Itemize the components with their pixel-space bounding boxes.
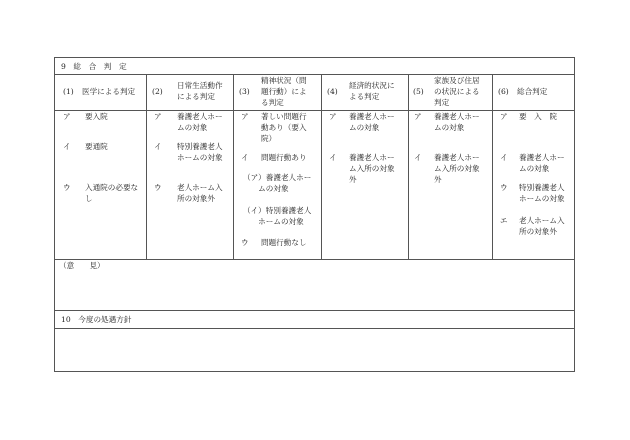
col2-item-a-line2: ムの対象: [177, 123, 208, 132]
col1-item-i: 要通院: [85, 142, 108, 151]
col-divider-1: [146, 74, 147, 259]
col2-item-i-mark: イ: [154, 142, 162, 151]
col1-num: (1): [63, 87, 74, 96]
section9-title: 9 総 合 判 定: [61, 62, 127, 71]
col5-item-a-line1: 養護老人ホー: [434, 112, 480, 121]
col2-item-a-mark: ア: [154, 112, 162, 121]
col1-item-u-line1: 入通院の必要な: [85, 183, 139, 192]
col3-item-a-line2: 動あり（要入: [261, 123, 307, 132]
col1-item-i-mark: イ: [63, 142, 71, 151]
col2-item-u-line1: 老人ホーム入: [177, 183, 223, 192]
col4-header-line1: 経済的状況に: [349, 81, 395, 90]
col5-item-a-line2: ムの対象: [434, 123, 465, 132]
col6-item-u-line1: 特別養護老人: [519, 183, 565, 192]
col1-item-a-mark: ア: [63, 112, 71, 121]
col5-header-line3: 判定: [434, 98, 450, 107]
col4-item-i-line1: 養護老人ホー: [349, 153, 395, 162]
col3-num: (3): [239, 87, 250, 96]
col3-subitem-a-line1: （ア）養護老人ホー: [243, 173, 312, 182]
col5-item-i-line3: 外: [434, 175, 442, 184]
col1-item-u-mark: ウ: [63, 183, 71, 192]
treatment-policy-field[interactable]: [59, 332, 569, 370]
col6-header: 総合判定: [517, 87, 548, 96]
col2-header-line1: 日常生活動作: [177, 81, 223, 90]
col1-header: 医学による判定: [82, 87, 136, 96]
col3-item-a-line1: 著しい問題行: [261, 112, 307, 121]
assessment-form: [54, 57, 575, 372]
col3-item-a-mark: ア: [241, 112, 249, 121]
col-divider-2: [233, 74, 234, 259]
col6-item-i-mark: イ: [500, 153, 508, 162]
col3-item-u-mark: ウ: [241, 238, 249, 247]
col5-header-line1: 家族及び住居: [434, 76, 480, 85]
col3-item-u: 問題行動なし: [261, 238, 307, 247]
rule-below-header: [55, 110, 574, 111]
col3-subitem-i-line2: ホームの対象: [243, 217, 304, 226]
col3-item-a-line3: 院）: [261, 134, 277, 143]
col4-item-a-line1: 養護老人ホー: [349, 112, 395, 121]
col6-item-e-mark: エ: [500, 216, 508, 225]
col6-item-u-line2: ホームの対象: [519, 194, 565, 203]
col4-item-i-line2: ム入所の対象: [349, 164, 395, 173]
col5-item-a-mark: ア: [414, 112, 422, 121]
col3-header-line1: 精神状況（問: [261, 76, 307, 85]
col1-item-a: 要入院: [85, 112, 108, 121]
col5-num: (5): [413, 87, 424, 96]
col4-header-line2: よる判定: [349, 92, 380, 101]
col2-item-i-line2: ホームの対象: [177, 153, 223, 162]
col3-subitem-a-line2: ムの対象: [243, 184, 289, 193]
col6-item-u-mark: ウ: [500, 183, 508, 192]
opinion-label: （意 見）: [59, 261, 105, 270]
col2-item-u-line2: 所の対象外: [177, 194, 215, 203]
col3-header-line2: 題行動）によ: [261, 87, 307, 96]
col-divider-5: [492, 74, 493, 259]
col6-item-a: 要 入 院: [519, 112, 557, 121]
col2-item-i-line1: 特別養護老人: [177, 142, 223, 151]
col3-header-line3: る判定: [261, 98, 284, 107]
col4-item-a-mark: ア: [329, 112, 337, 121]
col6-item-i-line2: ムの対象: [519, 164, 550, 173]
col3-item-i: 問題行動あり: [261, 153, 307, 162]
col3-subitem-i-line1: （イ）特別養護老人: [243, 206, 312, 215]
col6-item-a-mark: ア: [500, 112, 508, 121]
col4-item-i-mark: イ: [329, 153, 337, 162]
col6-item-e-line2: 所の対象外: [519, 227, 557, 236]
col6-item-i-line1: 養護老人ホー: [519, 153, 565, 162]
col3-item-i-mark: イ: [241, 153, 249, 162]
section10-title: 10 今度の処遇方針: [61, 315, 132, 324]
col2-header-line2: による判定: [177, 92, 215, 101]
opinion-field[interactable]: [59, 274, 569, 308]
col6-item-e-line1: 老人ホーム入: [519, 216, 565, 225]
col5-item-i-line2: ム入所の対象: [434, 164, 480, 173]
col5-header-line2: の状況による: [434, 87, 480, 96]
col1-item-u-line2: し: [85, 194, 93, 203]
col4-num: (4): [327, 87, 338, 96]
rule-below-title: [55, 74, 574, 75]
col2-item-a-line1: 養護老人ホー: [177, 112, 223, 121]
col5-item-i-line1: 養護老人ホー: [434, 153, 480, 162]
col2-num: (2): [152, 87, 163, 96]
col4-item-a-line2: ムの対象: [349, 123, 380, 132]
col6-num: (6): [498, 87, 509, 96]
rule-section10-top: [55, 310, 574, 311]
col2-item-u-mark: ウ: [154, 183, 162, 192]
col-divider-3: [321, 74, 322, 259]
col-divider-4: [408, 74, 409, 259]
rule-below-grid: [55, 259, 574, 260]
col5-item-i-mark: イ: [414, 153, 422, 162]
rule-section10-header: [55, 328, 574, 329]
col4-item-i-line3: 外: [349, 175, 357, 184]
